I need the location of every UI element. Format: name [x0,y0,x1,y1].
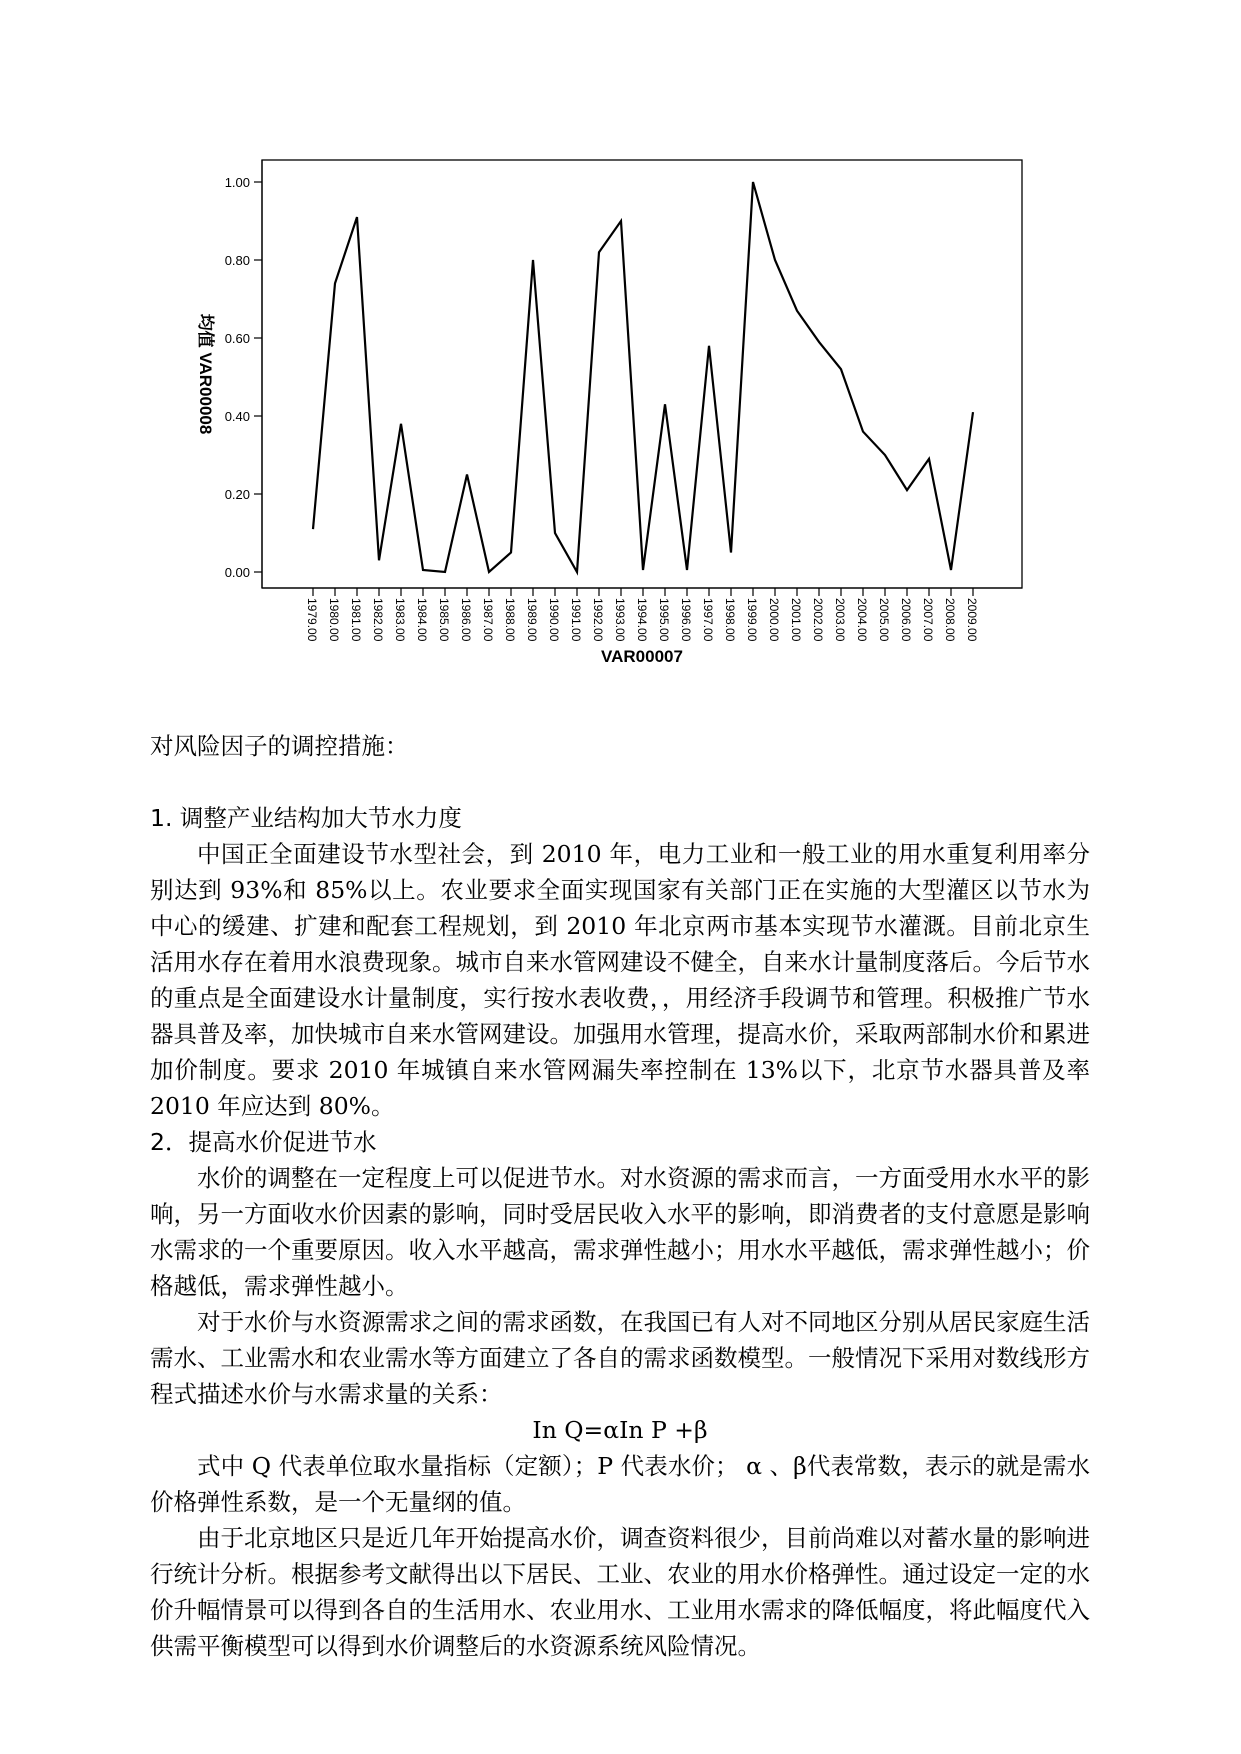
y-tick-label: 0.60 [224,331,250,346]
y-tick-label: 1.00 [224,175,250,190]
x-axis-label: VAR00007 [601,647,683,666]
x-tick-label: 1984.00 [415,598,429,642]
x-tick-label: 2003.00 [833,598,847,642]
x-tick-label: 1991.00 [569,598,583,642]
x-tick-label: 1987.00 [481,598,495,642]
x-tick-label: 1981.00 [349,598,363,642]
x-ticks [305,588,979,642]
x-tick-label: 1999.00 [745,598,759,642]
heading-1: 1. 调整产业结构加大节水力度 [150,804,462,832]
y-tick-label: 0.00 [224,565,250,580]
x-tick-label: 1993.00 [613,598,627,642]
x-tick-label: 1996.00 [679,598,693,642]
x-tick-label: 1979.00 [305,598,319,642]
y-axis-label: 均值 VAR00008 [196,313,215,435]
x-tick-label: 1995.00 [657,598,671,642]
x-tick-label: 2009.00 [965,598,979,642]
x-tick-label: 1986.00 [459,598,473,642]
x-tick-label: 2005.00 [877,598,891,642]
section-title: 对风险因子的调控措施： [150,732,409,760]
x-tick-label: 2008.00 [943,598,957,642]
x-tick-label: 1983.00 [393,598,407,642]
y-ticks [225,175,262,580]
paragraph-1: 中国正全面建设节水型社会，到 2010 年，电力工业和一般工业的用水重复利用率分别达到 93%和 85%以上。农业要求全面实现国家有关部门正在实施的大型灌区以节水为中心的缓建、扩建和配套工程规划，到 2010 年北京两市基本实现节水灌溉。目前北京生活用水存在着用水浪费现象。城市自来水管网建设不健全，自来水计量制度落后。今后节水的重点是全面建设水计量制度，实行按水表收费，，用经济手段调节和管理。积极推广节水器具普及率，加快城市自来水管网建设。加强用水管理，提高水价，采取两部制水价和累进加价制度。要求 2010 年城镇自来水管网漏失率控制在 13%以下，北京节水器具普及率 2010 年应达到 80%。 [150,840,1090,1120]
y-tick-label: 0.80 [224,253,250,268]
series-line [313,182,973,572]
x-tick-label: 1998.00 [723,598,737,642]
x-tick-label: 1989.00 [525,598,539,642]
x-tick-label: 2000.00 [767,598,781,642]
equation: In Q=αIn P +β [532,1416,708,1444]
x-tick-label: 1997.00 [701,598,715,642]
mean-line-chart [0,0,1241,700]
x-tick-label: 2001.00 [789,598,803,642]
paragraph-5: 由于北京地区只是近几年开始提高水价，调查资料很少，目前尚难以对蓄水量的影响进行统计分析。根据参考文献得出以下居民、工业、农业的用水价格弹性。通过设定一定的水价升幅情景可以得到各自的生活用水、农业用水、工业用水需求的降低幅度，将此幅度代入供需平衡模型可以得到水价调整后的水资源系统风险情况。 [150,1524,1090,1660]
x-tick-label: 1992.00 [591,598,605,642]
x-tick-label: 1980.00 [327,598,341,642]
x-tick-label: 1994.00 [635,598,649,642]
x-tick-label: 2007.00 [921,598,935,642]
paragraph-4: 式中 Q 代表单位取水量指标（定额）；P 代表水价； α 、β代表常数，表示的就是需水价格弹性系数，是一个无量纲的值。 [150,1452,1090,1516]
x-tick-label: 2002.00 [811,598,825,642]
x-tick-label: 2004.00 [855,598,869,642]
paragraph-2: 水价的调整在一定程度上可以促进节水。对水资源的需求而言，一方面受用水水平的影响，另一方面收水价因素的影响，同时受居民收入水平的影响，即消费者的支付意愿是影响水需求的一个重要原因。收入水平越高，需求弹性越小；用水水平越低，需求弹性越小；价格越低，需求弹性越小。 [150,1164,1090,1300]
x-tick-label: 1985.00 [437,598,451,642]
paragraph-3: 对于水价与水资源需求之间的需求函数，在我国已有人对不同地区分别从居民家庭生活需水、工业需水和农业需水等方面建立了各自的需求函数模型。一般情况下采用对数线形方程式描述水价与水需求量的关系： [150,1308,1090,1408]
x-tick-label: 1988.00 [503,598,517,642]
y-tick-label: 0.40 [224,409,250,424]
x-tick-label: 1982.00 [371,598,385,642]
x-tick-label: 2006.00 [899,598,913,642]
document-body [150,728,1090,1664]
y-tick-label: 0.20 [224,487,250,502]
x-tick-label: 1990.00 [547,598,561,642]
heading-2: 2．提高水价促进节水 [150,1128,377,1156]
